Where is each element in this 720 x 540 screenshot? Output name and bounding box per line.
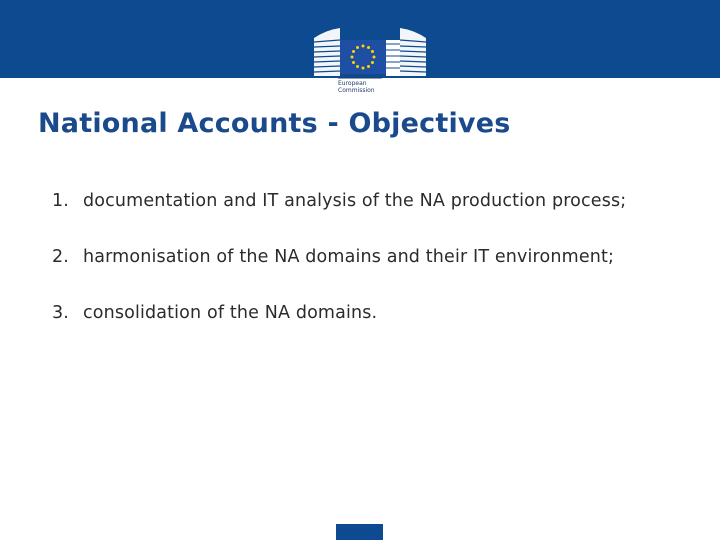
list-item-number: 1. [52, 191, 69, 211]
list-item-text: consolidation of the NA domains. [83, 303, 378, 323]
slide-title: National Accounts - Objectives [38, 108, 511, 139]
list-item-text: documentation and IT analysis of the NA production process; [83, 191, 627, 211]
footer-block [336, 524, 383, 540]
list-item-text: harmonisation of the NA domains and their IT environment; [83, 247, 615, 267]
list-item [52, 300, 626, 356]
list-item-number: 2. [52, 247, 69, 267]
objectives-list [52, 188, 626, 356]
list-item-number: 3. [52, 303, 69, 323]
logo-caption: European Commission [338, 80, 375, 94]
list-item [52, 188, 626, 244]
list-item [52, 244, 626, 300]
